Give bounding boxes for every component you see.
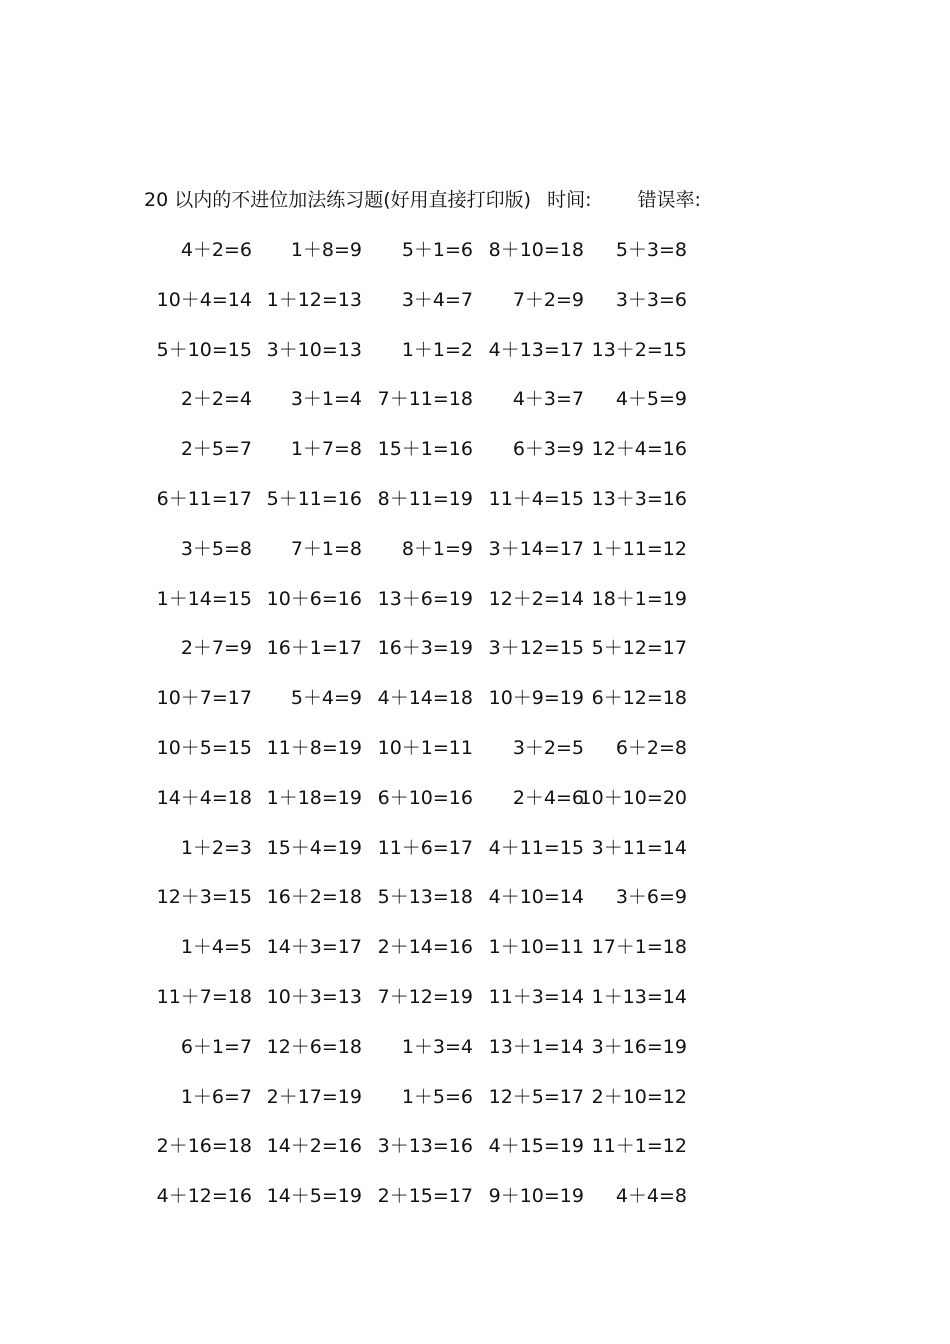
addition-problem: 17＋1=18: [591, 936, 687, 959]
problem-row: [144, 486, 704, 536]
addition-problem: 14＋5=19: [266, 1185, 362, 1208]
addition-problem: 13＋2=15: [591, 338, 687, 361]
problem-row: [144, 386, 704, 436]
problem-row: [144, 436, 704, 486]
addition-problem: 11＋8=19: [266, 736, 362, 759]
addition-problem: 1＋5=6: [401, 1085, 473, 1108]
addition-problem: 14＋3=17: [266, 936, 362, 959]
addition-problem: 4＋11=15: [488, 836, 584, 859]
problem-row: [144, 1183, 704, 1233]
addition-problem: 5＋4=9: [290, 687, 362, 710]
addition-problem: 16＋2=18: [266, 886, 362, 909]
addition-problem: 6＋2=8: [615, 736, 687, 759]
addition-problem: 14＋2=16: [266, 1135, 362, 1158]
addition-problem: 12＋4=16: [591, 438, 687, 461]
addition-problem: 4＋15=19: [488, 1135, 584, 1158]
addition-problem: 16＋3=19: [377, 637, 473, 660]
problem-row: [144, 785, 704, 835]
addition-problem: 3＋13=16: [377, 1135, 473, 1158]
addition-problem: 2＋4=6: [512, 786, 584, 809]
addition-problem: 3＋6=9: [615, 886, 687, 909]
addition-problem: 10＋4=14: [156, 288, 252, 311]
addition-problem: 12＋3=15: [156, 886, 252, 909]
addition-problem: 4＋3=7: [512, 388, 584, 411]
addition-problem: 3＋5=8: [180, 537, 252, 560]
error-rate-label: 错误率:: [637, 189, 701, 211]
addition-problem: 1＋6=7: [180, 1085, 252, 1108]
addition-problem: 10＋5=15: [156, 736, 252, 759]
problem-row: [144, 287, 704, 337]
addition-problem: 11＋6=17: [377, 836, 473, 859]
problem-row: [144, 835, 704, 885]
addition-problem: 7＋1=8: [290, 537, 362, 560]
addition-problem: 3＋14=17: [488, 537, 584, 560]
addition-problem: 3＋3=6: [615, 288, 687, 311]
addition-problem: 6＋1=7: [180, 1035, 252, 1058]
addition-problem: 1＋18=19: [266, 786, 362, 809]
addition-problem: 3＋2=5: [512, 736, 584, 759]
problem-row: [144, 586, 704, 636]
addition-problem: 3＋10=13: [266, 338, 362, 361]
problem-row: [144, 337, 704, 387]
addition-problem: 13＋6=19: [377, 587, 473, 610]
addition-problem: 12＋2=14: [488, 587, 584, 610]
addition-problem: 14＋4=18: [156, 786, 252, 809]
addition-problem: 1＋14=15: [156, 587, 252, 610]
addition-problem: 7＋12=19: [377, 985, 473, 1008]
addition-problem: 11＋4=15: [488, 487, 584, 510]
addition-problem: 2＋5=7: [180, 438, 252, 461]
addition-problem: 5＋11=16: [266, 487, 362, 510]
worksheet-header: [144, 186, 701, 214]
addition-problem: 2＋14=16: [377, 936, 473, 959]
addition-problem: 4＋12=16: [156, 1185, 252, 1208]
addition-problem: 3＋12=15: [488, 637, 584, 660]
problem-row: [144, 934, 704, 984]
problem-row: [144, 685, 704, 735]
addition-problem: 5＋10=15: [156, 338, 252, 361]
addition-problem: 1＋3=4: [401, 1035, 473, 1058]
addition-problem: 2＋17=19: [266, 1085, 362, 1108]
addition-problem: 6＋10=16: [377, 786, 473, 809]
addition-problem: 2＋10=12: [591, 1085, 687, 1108]
addition-problem: 4＋13=17: [488, 338, 584, 361]
addition-problem: 16＋1=17: [266, 637, 362, 660]
addition-problem: 6＋12=18: [591, 687, 687, 710]
problem-row: [144, 984, 704, 1034]
problem-row: [144, 735, 704, 785]
addition-problem: 11＋3=14: [488, 985, 584, 1008]
addition-problem: 11＋7=18: [156, 985, 252, 1008]
addition-problem: 8＋10=18: [488, 239, 584, 261]
addition-problem: 2＋2=4: [180, 388, 252, 411]
addition-problem: 5＋13=18: [377, 886, 473, 909]
problem-row: [144, 884, 704, 934]
addition-problem: 4＋2=6: [180, 239, 252, 261]
addition-problem: 10＋10=20: [579, 786, 687, 809]
addition-problem: 10＋1=11: [377, 736, 473, 759]
addition-problem: 4＋4=8: [615, 1185, 687, 1208]
problem-row: [144, 1133, 704, 1183]
addition-problem: 10＋6=16: [266, 587, 362, 610]
problem-row: [144, 1084, 704, 1134]
addition-problem: 3＋1=4: [290, 388, 362, 411]
addition-problem: 2＋7=9: [180, 637, 252, 660]
addition-problem: 6＋11=17: [156, 487, 252, 510]
addition-problem: 12＋6=18: [266, 1035, 362, 1058]
addition-problem: 1＋10=11: [488, 936, 584, 959]
addition-problem: 13＋1=14: [488, 1035, 584, 1058]
problem-row: [144, 635, 704, 685]
addition-problem: 1＋1=2: [401, 338, 473, 361]
addition-problem: 10＋3=13: [266, 985, 362, 1008]
addition-problem: 1＋12=13: [266, 288, 362, 311]
addition-problem: 8＋1=9: [401, 537, 473, 560]
problem-row: [144, 1034, 704, 1084]
addition-problem: 7＋11=18: [377, 388, 473, 411]
problem-grid: [144, 237, 704, 1233]
addition-problem: 11＋1=12: [591, 1135, 687, 1158]
addition-problem: 2＋16=18: [156, 1135, 252, 1158]
addition-problem: 5＋3=8: [615, 239, 687, 261]
addition-problem: 1＋4=5: [180, 936, 252, 959]
addition-problem: 3＋16=19: [591, 1035, 687, 1058]
addition-problem: 6＋3=9: [512, 438, 584, 461]
addition-problem: 4＋5=9: [615, 388, 687, 411]
addition-problem: 13＋3=16: [591, 487, 687, 510]
problem-row: [144, 536, 704, 586]
problem-row: [144, 237, 704, 287]
addition-problem: 15＋1=16: [377, 438, 473, 461]
addition-problem: 5＋12=17: [591, 637, 687, 660]
addition-problem: 18＋1=19: [591, 587, 687, 610]
addition-problem: 1＋13=14: [591, 985, 687, 1008]
addition-problem: 10＋9=19: [488, 687, 584, 710]
addition-problem: 5＋1=6: [401, 239, 473, 261]
addition-problem: 4＋14=18: [377, 687, 473, 710]
addition-problem: 9＋10=19: [488, 1185, 584, 1208]
addition-problem: 1＋11=12: [591, 537, 687, 560]
addition-problem: 12＋5=17: [488, 1085, 584, 1108]
addition-problem: 4＋10=14: [488, 886, 584, 909]
addition-problem: 3＋4=7: [401, 288, 473, 311]
time-label: 时间:: [547, 189, 592, 211]
addition-problem: 10＋7=17: [156, 687, 252, 710]
addition-problem: 1＋8=9: [290, 239, 362, 261]
addition-problem: 15＋4=19: [266, 836, 362, 859]
addition-problem: 3＋11=14: [591, 836, 687, 859]
addition-problem: 2＋15=17: [377, 1185, 473, 1208]
worksheet-title: 20 以内的不进位加法练习题(好用直接打印版): [144, 189, 532, 211]
addition-problem: 1＋2=3: [180, 836, 252, 859]
addition-problem: 1＋7=8: [290, 438, 362, 461]
addition-problem: 7＋2=9: [512, 288, 584, 311]
addition-problem: 8＋11=19: [377, 487, 473, 510]
